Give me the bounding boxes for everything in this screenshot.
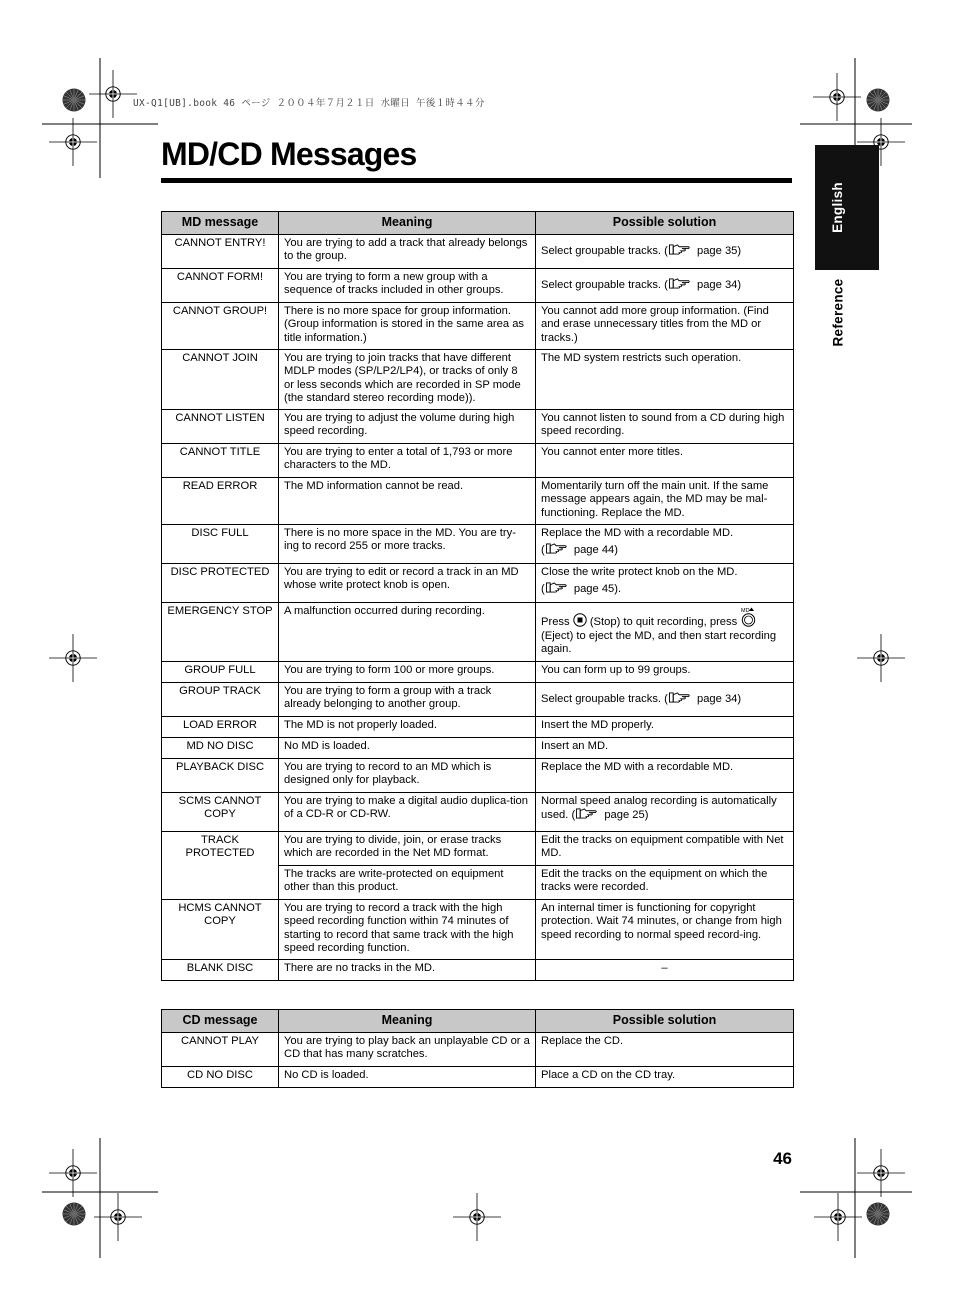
solution-cell: Close the write protect knob on the MD. ( page 45). <box>536 564 794 603</box>
solution-cell: Select groupable tracks. ( page 35) <box>536 235 794 269</box>
message-cell: GROUP TRACK <box>162 683 279 717</box>
solution-cell: Replace the MD with a recordable MD. ( page 44) <box>536 525 794 564</box>
table-row <box>162 759 794 793</box>
table-row <box>162 269 794 303</box>
table-row <box>162 832 794 866</box>
solution-cell: Edit the tracks on the equipment on which the tracks were recorded. <box>536 866 794 900</box>
solution-cell: Press (Stop) to quit recording, press MD (Eject) to eject the MD, and then start recording again. <box>536 603 794 662</box>
message-cell: CANNOT LISTEN <box>162 410 279 444</box>
reference-hand-icon <box>668 278 694 289</box>
table-row <box>162 564 794 603</box>
table-row <box>162 662 794 683</box>
solution-cell: Insert the MD properly. <box>536 717 794 738</box>
table-row <box>162 444 794 478</box>
svg-text:MD: MD <box>741 608 750 615</box>
meaning-cell: A malfunction occurred during recording. <box>279 603 536 662</box>
meaning-cell: You are trying to enter a total of 1,793 or more characters to the MD. <box>279 444 536 478</box>
solution-cell: – <box>536 960 794 981</box>
message-cell: SCMS CANNOT COPY <box>162 793 279 832</box>
solution-cell: An internal timer is functioning for copyright protection. Wait 74 minutes, or change from high speed recording to normal speed record-ing. <box>536 900 794 960</box>
table-row <box>162 525 794 564</box>
solution-cell: Momentarily turn off the main unit. If the same message appears again, the MD may be mal-functioning. Replace the MD. <box>536 478 794 525</box>
meaning-cell: You are trying to join tracks that have different MDLP modes (SP/LP2/LP4), or tracks of only 8 or less seconds which are recorded in SP mode (the standard stereo recording mode)). <box>279 350 536 410</box>
language-label: English <box>830 182 846 233</box>
message-cell: CANNOT JOIN <box>162 350 279 410</box>
message-cell: CD NO DISC <box>162 1067 279 1088</box>
md-messages-table <box>161 211 794 981</box>
stop-button-icon <box>573 613 587 627</box>
message-cell: DISC PROTECTED <box>162 564 279 603</box>
solution-cell: Insert an MD. <box>536 738 794 759</box>
cd-messages-table <box>161 1009 794 1088</box>
message-cell: READ ERROR <box>162 478 279 525</box>
table-row <box>162 350 794 410</box>
title-rule <box>161 178 792 183</box>
column-header: Meaning <box>279 212 536 235</box>
reference-hand-icon <box>545 543 571 554</box>
side-tab-language <box>815 145 860 270</box>
solution-cell: Select groupable tracks. ( page 34) <box>536 269 794 303</box>
message-cell: DISC FULL <box>162 525 279 564</box>
meaning-cell: You are trying to form 100 or more groups. <box>279 662 536 683</box>
table-row <box>162 603 794 662</box>
table-row <box>162 738 794 759</box>
table-row <box>162 683 794 717</box>
section-label: Reference <box>830 278 845 347</box>
column-header: Possible solution <box>536 212 794 235</box>
message-cell: GROUP FULL <box>162 662 279 683</box>
solution-cell: Normal speed analog recording is automatically used. ( page 25) <box>536 793 794 832</box>
message-cell: BLANK DISC <box>162 960 279 981</box>
message-cell: CANNOT FORM! <box>162 269 279 303</box>
meaning-cell: You are trying to record a track with the high speed recording function within 74 minutes of starting to record that same track with the high speed recording function. <box>279 900 536 960</box>
side-tab-section <box>815 270 860 355</box>
table-row <box>162 1067 794 1088</box>
meaning-cell: There is no more space for group information. (Group information is stored in the same area as title information.) <box>279 303 536 350</box>
table-row <box>162 717 794 738</box>
message-cell: EMERGENCY STOP <box>162 603 279 662</box>
column-header: Possible solution <box>536 1010 794 1033</box>
message-cell: CANNOT TITLE <box>162 444 279 478</box>
page-title: MD/CD Messages <box>161 136 417 172</box>
md-eject-button-icon <box>740 606 757 628</box>
table-header-row <box>162 212 794 235</box>
message-cell: LOAD ERROR <box>162 717 279 738</box>
solution-cell: Edit the tracks on equipment compatible with Net MD. <box>536 832 794 866</box>
solution-cell: You cannot listen to sound from a CD during high speed recording. <box>536 410 794 444</box>
reference-hand-icon <box>668 244 694 255</box>
print-header: UX-Q1[UB].book 46 ページ ２００４年７月２１日 水曜日 午後１時４４分 <box>133 98 485 109</box>
message-cell: CANNOT GROUP! <box>162 303 279 350</box>
column-header: MD message <box>162 212 279 235</box>
meaning-cell: You are trying to record to an MD which is designed only for playback. <box>279 759 536 793</box>
meaning-cell: You are trying to form a new group with a sequence of tracks included in other groups. <box>279 269 536 303</box>
table-row <box>162 235 794 269</box>
message-cell: TRACK PROTECTED <box>162 832 279 900</box>
table-row <box>162 478 794 525</box>
column-header: Meaning <box>279 1010 536 1033</box>
meaning-cell: You are trying to edit or record a track in an MD whose write protect knob is open. <box>279 564 536 603</box>
solution-cell: You can form up to 99 groups. <box>536 662 794 683</box>
page-number: 46 <box>773 1149 792 1168</box>
reference-hand-icon <box>545 582 571 593</box>
table-row <box>162 960 794 981</box>
table-row <box>162 303 794 350</box>
table-row <box>162 410 794 444</box>
solution-cell: Replace the MD with a recordable MD. <box>536 759 794 793</box>
message-cell: CANNOT ENTRY! <box>162 235 279 269</box>
solution-cell: The MD system restricts such operation. <box>536 350 794 410</box>
meaning-cell: You are trying to add a track that already belongs to the group. <box>279 235 536 269</box>
meaning-cell: You are trying to adjust the volume during high speed recording. <box>279 410 536 444</box>
meaning-cell: You are trying to play back an unplayable CD or a CD that has many scratches. <box>279 1033 536 1067</box>
solution-cell: Select groupable tracks. ( page 34) <box>536 683 794 717</box>
message-cell: CANNOT PLAY <box>162 1033 279 1067</box>
solution-cell: You cannot add more group information. (Find and erase unnecessary titles from the MD or tracks.) <box>536 303 794 350</box>
reference-hand-icon <box>668 692 694 703</box>
meaning-cell: You are trying to form a group with a track already belonging to another group. <box>279 683 536 717</box>
table-row <box>162 793 794 832</box>
solution-cell: You cannot enter more titles. <box>536 444 794 478</box>
meaning-cell: No MD is loaded. <box>279 738 536 759</box>
meaning-cell: The MD is not properly loaded. <box>279 717 536 738</box>
table-row <box>162 1033 794 1067</box>
meaning-cell: No CD is loaded. <box>279 1067 536 1088</box>
meaning-cell: There are no tracks in the MD. <box>279 960 536 981</box>
table-row <box>162 900 794 960</box>
message-cell: MD NO DISC <box>162 738 279 759</box>
message-cell: HCMS CANNOT COPY <box>162 900 279 960</box>
solution-cell: Place a CD on the CD tray. <box>536 1067 794 1088</box>
meaning-cell: The tracks are write-protected on equipment other than this product. <box>279 866 536 900</box>
meaning-cell: You are trying to divide, join, or erase tracks which are recorded in the Net MD format. <box>279 832 536 866</box>
table-header-row <box>162 1010 794 1033</box>
meaning-cell: There is no more space in the MD. You are try-ing to record 255 or more tracks. <box>279 525 536 564</box>
reference-hand-icon <box>575 808 601 819</box>
solution-cell: Replace the CD. <box>536 1033 794 1067</box>
meaning-cell: You are trying to make a digital audio duplica-tion of a CD-R or CD-RW. <box>279 793 536 832</box>
meaning-cell: The MD information cannot be read. <box>279 478 536 525</box>
column-header: CD message <box>162 1010 279 1033</box>
message-cell: PLAYBACK DISC <box>162 759 279 793</box>
